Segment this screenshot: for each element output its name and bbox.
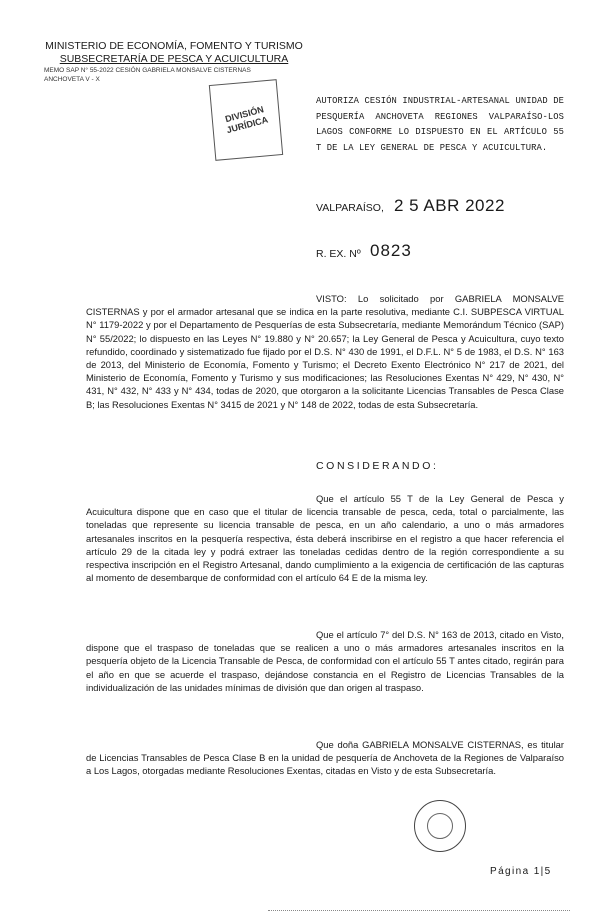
division-juridica-stamp xyxy=(209,79,283,161)
rex-label: R. EX. Nº xyxy=(316,248,361,260)
resolution-date: 2 5 ABR 2022 xyxy=(394,196,505,215)
ministry-name: MINISTERIO DE ECONOMÍA, FOMENTO Y TURISMO xyxy=(45,40,303,52)
official-seal xyxy=(414,800,466,852)
subsecretaria-name: SUBSECRETARÍA DE PESCA Y ACUICULTURA xyxy=(59,53,289,65)
considerando-paragraph-1: Que el artículo 55 T de la Ley General de Pesca y Acuicultura dispone que en caso que el titular de licencia transable de pesca, ceda, total o parcialmente, las toneladas que represente su licencia transable de pesca, en un año calendario, a uno o más armadores artesanales inscritos en la pesquería respectiva, ésta deberá inscribirse en el registro a que hacer referencia el artículo 29 de la citada ley y podrá extraer las toneladas cedidas dentro de la región correspondiente a su respectiva inscripción en el Registro Artesanal, dando cumplimiento a la exigencia de certificación de las capturas al momento de desembarque de conformidad con el artículo 64 E de la misma ley. xyxy=(86,493,564,584)
stamp-text: DIVISIÓN JURÍDICA xyxy=(224,104,270,136)
visto-paragraph: VISTO: Lo solicitado por GABRIELA MONSALVE CISTERNAS y por el armador artesanal que se indica en la parte resolutiva, mediante C.I. SUBPESCA VIRTUAL N° 1179-2022 y por el Departamento de Pesquerías de esta Subsecretaría, mediante Memorándum Técnico (SAP) N° 55/2022; lo dispuesto en las Leyes N° 19.880 y N° 20.657; la Ley General de Pesca y Acuicultura, cuyo texto refundido, coordinado y sistematizado fue fijado por el D.S. N° 430 de 1991, el D.F.L. N° 5 de 1983, el D.S. N° 163 de 2013, del Ministerio de Economía, Fomento y Turismo; el Decreto Exento Electrónico N° 217 de 2021, del Ministerio de Economía, Fomento y Turismo y sus modificaciones; las Resoluciones Exentas N° 429, N° 430, N° 431, N° 432, N° 433 y N° 434, todas de 2020, que otorgaron a la solicitante Licencias Transables de Pesca Clase B; las Resoluciones Exentas N° 3415 de 2021 y N° 148 de 2022, todas de esta Subsecretaría. xyxy=(86,293,564,410)
resolution-subject: AUTORIZA CESIÓN INDUSTRIAL-ARTESANAL UNIDAD DE PESQUERÍA ANCHOVETA REGIONES VALPARAÍSO-LOS LAGOS CONFORME LO DISPUESTO EN EL ARTÍCULO 55 T DE LA LEY GENERAL DE PESCA Y ACUICULTURA. xyxy=(316,96,564,153)
footer-rule xyxy=(268,910,570,911)
memo-reference-2: ANCHOVETA V - X xyxy=(44,76,100,83)
considerando-paragraph-3: Que doña GABRIELA MONSALVE CISTERNAS, es titular de Licencias Transables de Pesca Clase B en la unidad de pesquería de Anchoveta de la Regiones de Valparaíso a Los Lagos, otorgadas mediante Resoluciones Exentas, citadas en Visto y de esta Subsecretaría. xyxy=(86,739,564,777)
place-label: VALPARAÍSO, xyxy=(316,202,384,214)
page-number: Página 1|5 xyxy=(490,866,552,877)
letterhead xyxy=(44,40,304,84)
considerando-paragraph-2: Que el artículo 7° del D.S. N° 163 de 2013, citado en Visto, dispone que el traspaso de toneladas que se realicen a uno o más armadores artesanales inscritos en la pesquería objeto de la Licencia Transable de Pesca, de conformidad con el artículo 55 T antes citado, regirán para el año en que se acuerde el traspaso, dejándose constancia en el Registro de Licencias Transables de la individualización de las unidades mínimas de división que dan origen al traspaso. xyxy=(86,629,564,693)
rex-number: 0823 xyxy=(370,241,412,260)
memo-reference: MEMO SAP N° 55-2022 CESIÓN GABRIELA MONSALVE CISTERNAS xyxy=(44,67,251,74)
considerando-heading: CONSIDERANDO: xyxy=(316,460,439,472)
